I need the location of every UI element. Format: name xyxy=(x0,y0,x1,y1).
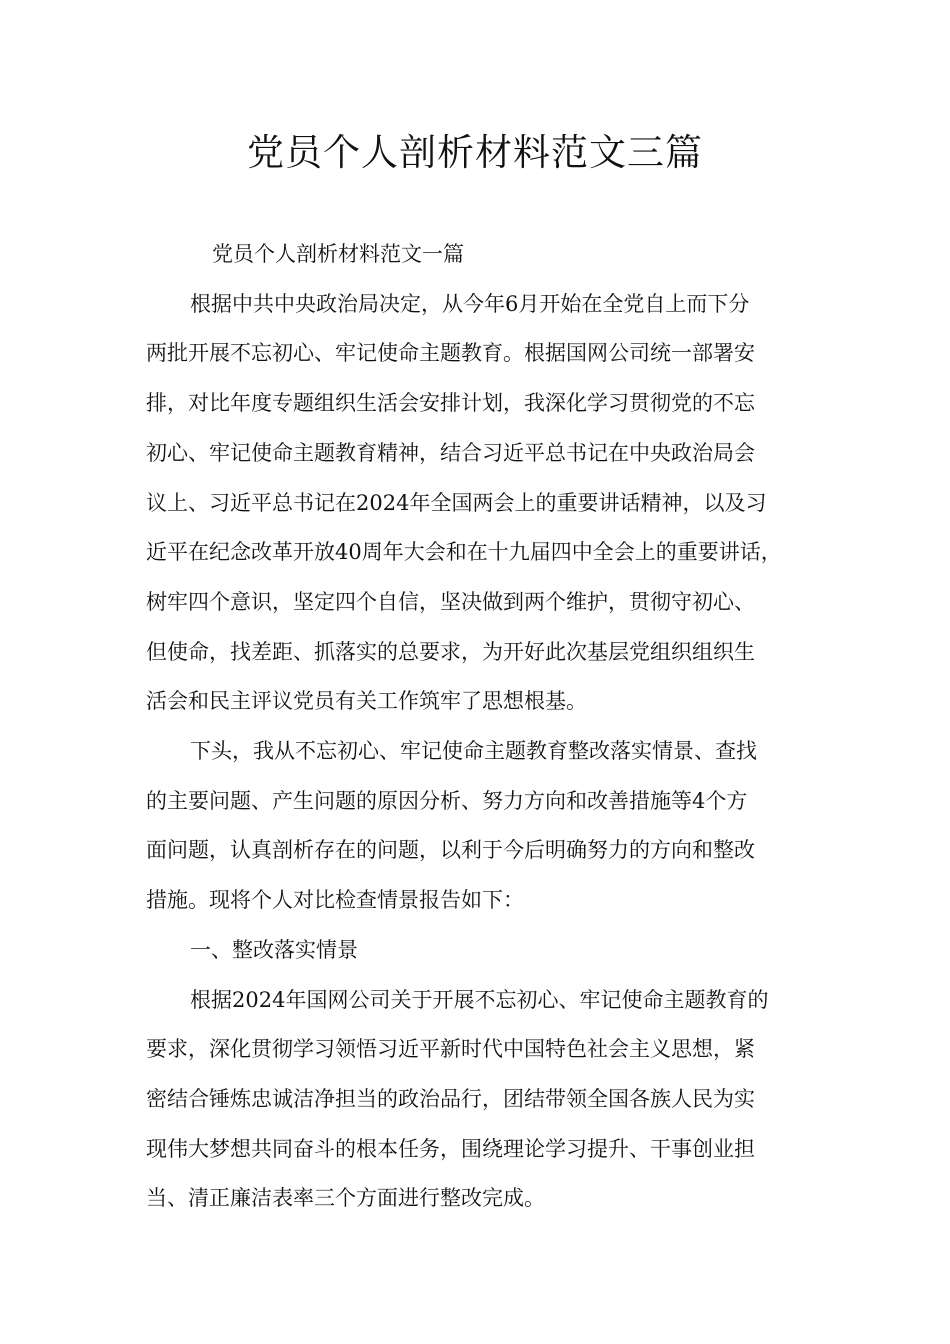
paragraph-line: 近平在纪念改革开放40周年大会和在十九届四中全会上的重要讲话， xyxy=(146,540,782,565)
paragraph-line: 措施。现将个人对比检查情景报告如下： xyxy=(146,888,524,913)
paragraph-line: 密结合锤炼忠诚洁净担当的政治品行，团结带领全国各族人民为实 xyxy=(146,1086,755,1111)
paragraph-line: 树牢四个意识，坚定四个自信，坚决做到两个维护，贯彻守初心、 xyxy=(146,589,755,614)
document-subtitle: 党员个人剖析材料范文一篇 xyxy=(212,242,464,266)
paragraph-line: 活会和民主评议党员有关工作筑牢了思想根基。 xyxy=(146,689,587,714)
paragraph-line: 根据2024年国网公司关于开展不忘初心、牢记使命主题教育的 xyxy=(190,987,769,1012)
paragraph-line: 面问题，认真剖析存在的问题，以利于今后明确努力的方向和整改 xyxy=(146,838,755,863)
paragraph-line: 的主要问题、产生问题的原因分析、努力方向和改善措施等4个方 xyxy=(146,788,748,813)
section-heading: 一、整改落实情景 xyxy=(190,937,358,962)
document-title: 党员个人剖析材料范文三篇 xyxy=(247,131,703,174)
paragraph-line: 初心、牢记使命主题教育精神，结合习近平总书记在中央政治局会 xyxy=(146,440,755,465)
paragraph-line: 议上、习近平总书记在2024年全国两会上的重要讲话精神，以及习 xyxy=(146,490,767,515)
paragraph-line: 要求，深化贯彻学习领悟习近平新时代中国特色社会主义思想，紧 xyxy=(146,1037,755,1062)
document-body xyxy=(146,230,810,1224)
paragraph-line: 两批开展不忘初心、牢记使命主题教育。根据国网公司统一部署安 xyxy=(146,341,755,366)
paragraph-line: 但使命，找差距、抓落实的总要求，为开好此次基层党组织组织生 xyxy=(146,639,755,664)
paragraph-line: 排，对比年度专题组织生活会安排计划，我深化学习贯彻党的不忘 xyxy=(146,391,755,416)
paragraph-line: 下头，我从不忘初心、牢记使命主题教育整改落实情景、查找 xyxy=(190,739,757,764)
paragraph-line: 当、清正廉洁表率三个方面进行整改完成。 xyxy=(146,1186,545,1211)
paragraph-line: 现伟大梦想共同奋斗的根本任务，围绕理论学习提升、干事创业担 xyxy=(146,1136,755,1161)
paragraph-line: 根据中共中央政治局决定，从今年6月开始在全党自上而下分 xyxy=(190,291,750,316)
